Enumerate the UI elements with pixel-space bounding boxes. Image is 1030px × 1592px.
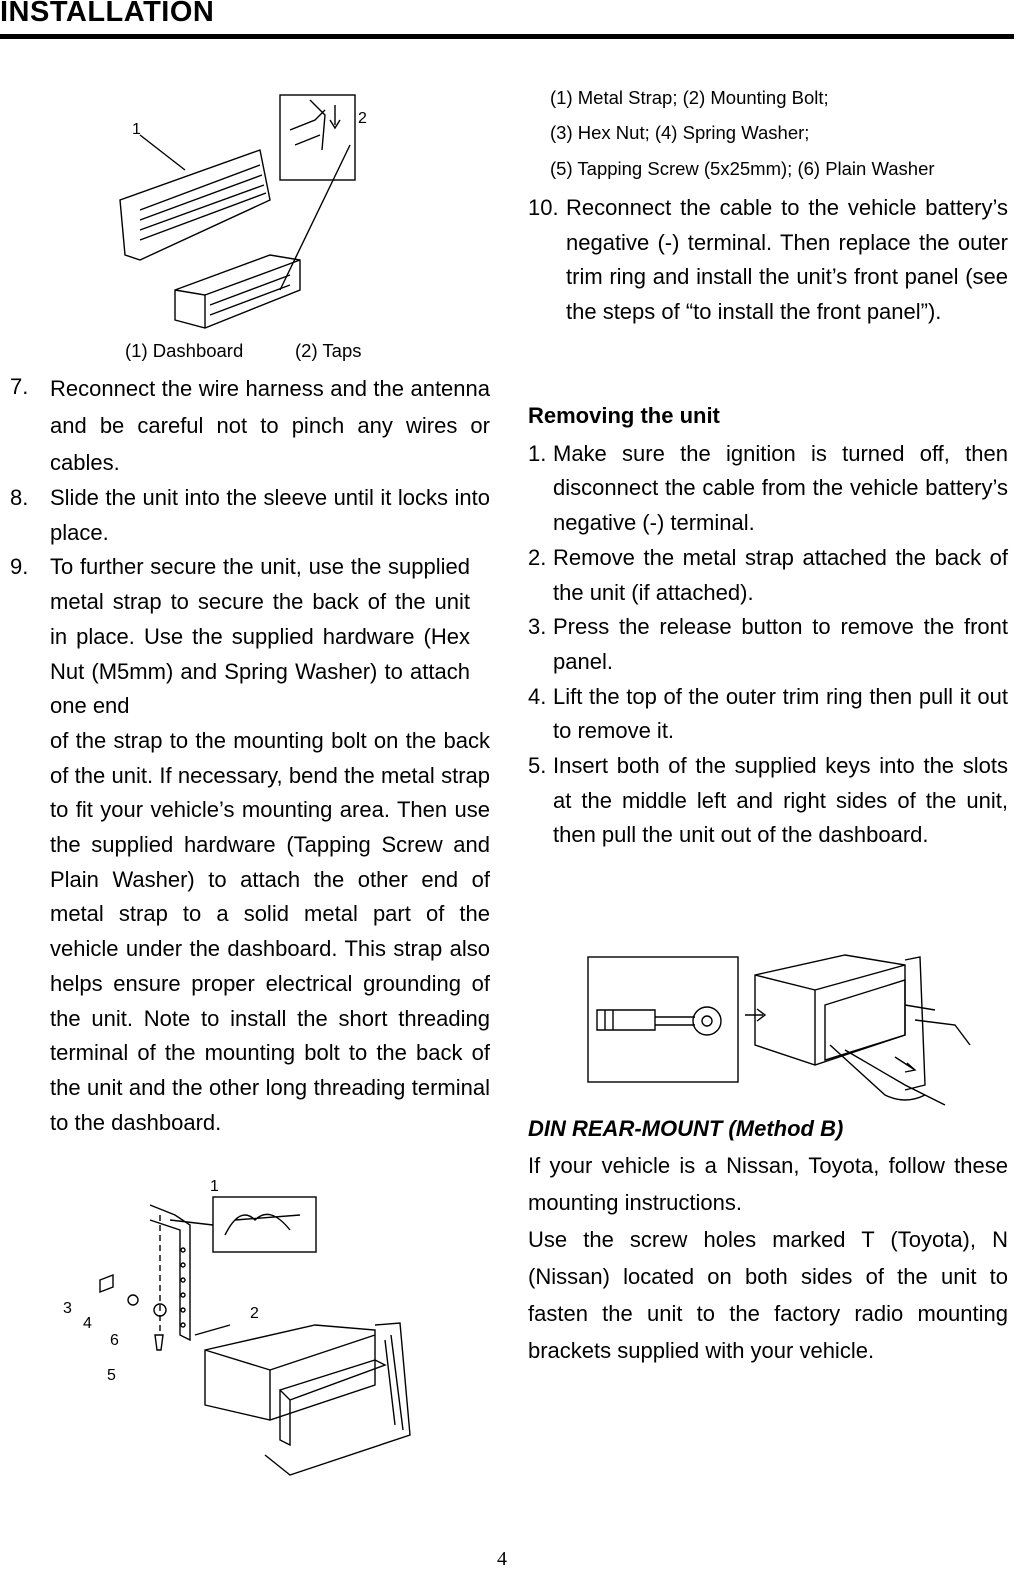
step-number: 1. xyxy=(528,440,547,466)
page-number: 4 xyxy=(497,1548,507,1570)
figure-key-removal xyxy=(585,945,980,1110)
step-number: 2. xyxy=(528,544,547,570)
step-number: 4. xyxy=(528,683,547,709)
figure2-label-5: 5 xyxy=(107,1367,116,1384)
step-text: Reconnect the wire harness and the antenna and be careful not to pinch any wires or cables. xyxy=(50,376,490,475)
din-heading: DIN REAR-MOUNT (Method B) xyxy=(528,1116,844,1141)
removing-heading: Removing the unit xyxy=(528,403,720,428)
figure1-label-1: 1 xyxy=(132,121,141,138)
figure2-caption-2: (3) Hex Nut; (4) Spring Washer; xyxy=(550,122,810,143)
header-rule xyxy=(0,34,1014,39)
step-number: 5. xyxy=(528,753,547,779)
step-9 xyxy=(10,550,490,1140)
figure2-caption-1: (1) Metal Strap; (2) Mounting Bolt; xyxy=(550,87,829,108)
figure2-label-1: 1 xyxy=(210,1178,219,1195)
step-number: 3. xyxy=(528,614,547,640)
step-text: Insert both of the supplied keys into the slots at the middle left and right sides of the unit, then pull the unit out of the dashboard. xyxy=(553,753,1008,848)
step-10 xyxy=(528,191,1008,330)
figure-dashboard-sleeve xyxy=(110,90,390,340)
step-number: 7. xyxy=(10,374,29,399)
step-text-a: To further secure the unit, use the supplied metal strap to secure the back of the unit in place. Use the supplied hardware (Hex Nut (M5mm) and Spring Washer) to attach one end xyxy=(50,554,470,719)
step-text: Press the release button to remove the front panel. xyxy=(553,614,1008,674)
figure-metal-strap-mounting xyxy=(55,1175,425,1485)
remove-step-5 xyxy=(528,749,1008,853)
figure2-label-6: 6 xyxy=(110,1332,119,1349)
step-text: Slide the unit into the sleeve until it locks into place. xyxy=(50,485,490,545)
figure1-caption-taps: (2) Taps xyxy=(295,340,362,361)
remove-step-4 xyxy=(528,680,1008,749)
din-paragraph-1: If your vehicle is a Nissan, Toyota, follow these mounting instructions. xyxy=(528,1153,1008,1215)
step-7 xyxy=(10,370,490,481)
figure2-label-3: 3 xyxy=(63,1300,72,1317)
step-text: Remove the metal strap attached the back of the unit (if attached). xyxy=(553,544,1008,605)
step-number: 9. xyxy=(10,554,29,580)
remove-step-3 xyxy=(528,610,1008,679)
figure2-label-2: 2 xyxy=(250,1305,259,1322)
din-paragraph-2: Use the screw holes marked T (Toyota), N (Nissan) located on both sides of the unit to fasten the unit to the factory radio mounting brackets supplied with your vehicle. xyxy=(528,1227,1008,1363)
step-text-b: of the strap to the mounting bolt on the back of the unit. If necessary, bend the metal strap to fit your vehicle’s mounting area. Then use the supplied hardware (Tapping Screw and Plain Washer) to attach the other end of metal strap to a solid metal part of the vehicle under the dashboard. This strap also helps ensure proper electrical grounding of the unit. Note to install the short threading terminal of the mounting bolt to the back of the unit and the other long threading terminal to the dashboard. xyxy=(50,727,490,1135)
step-number: 10. xyxy=(528,195,559,220)
figure1-caption-dashboard: (1) Dashboard xyxy=(125,340,244,361)
figure2-label-4: 4 xyxy=(83,1315,92,1332)
step-text: Reconnect the cable to the vehicle battery’s negative (-) terminal. Then replace the outer trim ring and install the unit’s front panel (see the steps of “to install the front panel”). xyxy=(566,195,1008,325)
remove-step-1 xyxy=(528,437,1008,541)
page-title: INSTALLATION xyxy=(0,0,215,28)
step-number: 8. xyxy=(10,485,29,510)
step-text: Make sure the ignition is turned off, then disconnect the cable from the vehicle battery’s negative (-) terminal. xyxy=(553,440,1008,536)
figure1-label-2: 2 xyxy=(358,110,367,127)
figure2-caption-3: (5) Tapping Screw (5x25mm); (6) Plain Washer xyxy=(550,158,935,179)
step-text: Lift the top of the outer trim ring then pull it out to remove it. xyxy=(553,683,1008,744)
remove-step-2 xyxy=(528,541,1008,610)
step-8 xyxy=(10,481,490,550)
